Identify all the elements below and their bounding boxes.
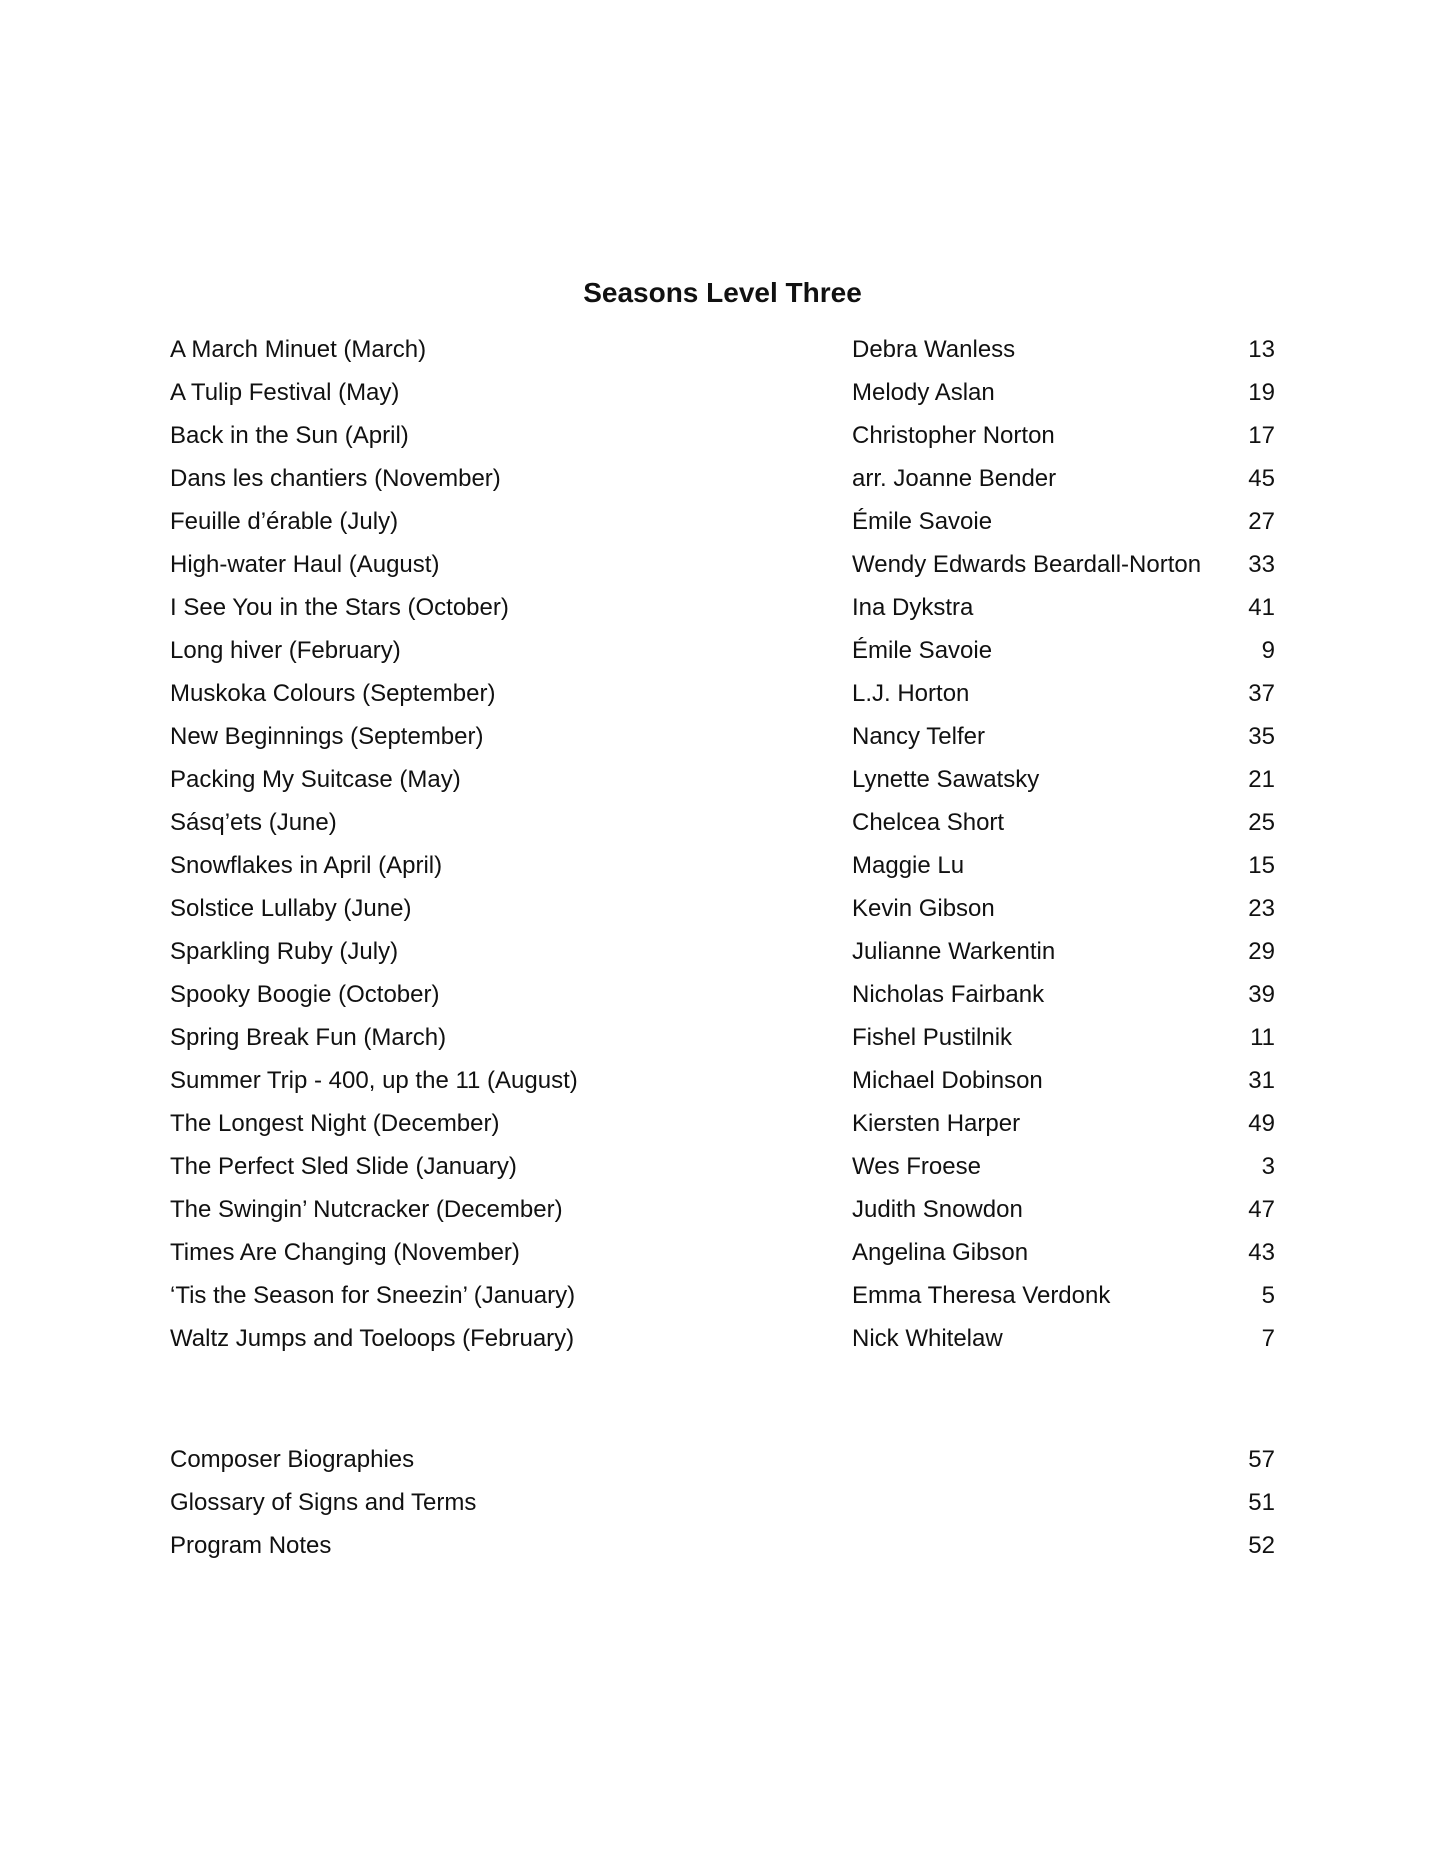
composer-name: Melody Aslan — [852, 379, 995, 406]
page-number: 19 — [1248, 379, 1275, 406]
piece-title: A March Minuet (March) — [170, 336, 427, 363]
piece-title: Feuille d’érable (July) — [170, 508, 399, 535]
page-number: 27 — [1248, 508, 1275, 535]
composer-name: Kiersten Harper — [852, 1110, 1021, 1137]
piece-title: Sparkling Ruby (July) — [170, 938, 399, 965]
page-number: 9 — [1261, 637, 1275, 664]
toc-row — [170, 371, 1275, 414]
composer-name: Julianne Warkentin — [852, 938, 1056, 965]
toc-row — [170, 1317, 1275, 1360]
toc-row — [170, 457, 1275, 500]
composer-name: Kevin Gibson — [852, 895, 995, 922]
page-number: 57 — [1248, 1446, 1275, 1473]
appendix-row — [170, 1438, 1275, 1481]
composer-name: Maggie Lu — [852, 852, 965, 879]
toc-row — [170, 715, 1275, 758]
toc-row — [170, 328, 1275, 371]
toc-row — [170, 1231, 1275, 1274]
appendix-list — [170, 1438, 1275, 1567]
page-number: 3 — [1261, 1153, 1275, 1180]
page-title: Seasons Level Three — [583, 277, 862, 308]
toc-row — [170, 414, 1275, 457]
page-number: 25 — [1248, 809, 1275, 836]
page-number: 7 — [1261, 1325, 1275, 1352]
composer-name: Angelina Gibson — [852, 1239, 1029, 1266]
piece-title: Times Are Changing (November) — [170, 1239, 520, 1266]
composer-name: Fishel Pustilnik — [852, 1024, 1013, 1051]
toc-row — [170, 1188, 1275, 1231]
appendix-row — [170, 1524, 1275, 1567]
page-number: 41 — [1248, 594, 1275, 621]
composer-name: Nicholas Fairbank — [852, 981, 1045, 1008]
piece-title: Summer Trip - 400, up the 11 (August) — [170, 1067, 578, 1094]
page-number: 33 — [1248, 551, 1275, 578]
page-number: 5 — [1261, 1282, 1275, 1309]
toc-row — [170, 1145, 1275, 1188]
toc-row — [170, 1274, 1275, 1317]
composer-name: L.J. Horton — [852, 680, 970, 707]
composer-name: Wes Froese — [852, 1153, 981, 1180]
composer-name: arr. Joanne Bender — [852, 465, 1057, 492]
piece-title: New Beginnings (September) — [170, 723, 484, 750]
composer-name: Michael Dobinson — [852, 1067, 1043, 1094]
piece-title: Packing My Suitcase (May) — [170, 766, 461, 793]
piece-title: The Longest Night (December) — [170, 1110, 500, 1137]
section-title: Program Notes — [170, 1532, 332, 1559]
toc-row — [170, 1059, 1275, 1102]
toc-row — [170, 1102, 1275, 1145]
toc-row — [170, 500, 1275, 543]
toc-row — [170, 758, 1275, 801]
page-number: 39 — [1248, 981, 1275, 1008]
page-number: 17 — [1248, 422, 1275, 449]
toc-row — [170, 887, 1275, 930]
composer-name: Nancy Telfer — [852, 723, 985, 750]
toc-row — [170, 973, 1275, 1016]
page-number: 52 — [1248, 1532, 1275, 1559]
piece-title: Spooky Boogie (October) — [170, 981, 440, 1008]
composer-name: Wendy Edwards Beardall-Norton — [852, 551, 1202, 578]
page-number: 45 — [1248, 465, 1275, 492]
composer-name: Judith Snowdon — [852, 1196, 1023, 1223]
page-number: 15 — [1248, 852, 1275, 879]
page-number: 47 — [1248, 1196, 1275, 1223]
contents-list — [170, 328, 1275, 1360]
page-number: 37 — [1248, 680, 1275, 707]
toc-row — [170, 930, 1275, 973]
piece-title: I See You in the Stars (October) — [170, 594, 509, 621]
piece-title: Long hiver (February) — [170, 637, 401, 664]
piece-title: Snowflakes in April (April) — [170, 852, 443, 879]
toc-row — [170, 801, 1275, 844]
composer-name: Debra Wanless — [852, 336, 1016, 363]
composer-name: Chelcea Short — [852, 809, 1005, 836]
composer-name: Nick Whitelaw — [852, 1325, 1003, 1352]
piece-title: Muskoka Colours (September) — [170, 680, 496, 707]
piece-title: Waltz Jumps and Toeloops (February) — [170, 1325, 575, 1352]
page-number: 29 — [1248, 938, 1275, 965]
page-number: 35 — [1248, 723, 1275, 750]
section-title: Composer Biographies — [170, 1446, 415, 1473]
page-number: 49 — [1248, 1110, 1275, 1137]
piece-title: Solstice Lullaby (June) — [170, 895, 412, 922]
toc-row — [170, 672, 1275, 715]
composer-name: Émile Savoie — [852, 637, 993, 664]
piece-title: Sásq’ets (June) — [170, 809, 337, 836]
toc-row — [170, 586, 1275, 629]
page-number: 31 — [1248, 1067, 1275, 1094]
toc-row — [170, 543, 1275, 586]
page-number: 23 — [1248, 895, 1275, 922]
piece-title: A Tulip Festival (May) — [170, 379, 400, 406]
toc-row — [170, 844, 1275, 887]
composer-name: Christopher Norton — [852, 422, 1055, 449]
section-title: Glossary of Signs and Terms — [170, 1489, 477, 1516]
toc-row — [170, 1016, 1275, 1059]
composer-name: Ina Dykstra — [852, 594, 974, 621]
piece-title: Dans les chantiers (November) — [170, 465, 501, 492]
page-number: 21 — [1248, 766, 1275, 793]
composer-name: Émile Savoie — [852, 508, 993, 535]
page-number: 13 — [1248, 336, 1275, 363]
piece-title: The Swingin’ Nutcracker (December) — [170, 1196, 563, 1223]
piece-title: ‘Tis the Season for Sneezin’ (January) — [170, 1282, 576, 1309]
piece-title: The Perfect Sled Slide (January) — [170, 1153, 517, 1180]
toc-row — [170, 629, 1275, 672]
page-number: 43 — [1248, 1239, 1275, 1266]
composer-name: Emma Theresa Verdonk — [852, 1282, 1111, 1309]
piece-title: High-water Haul (August) — [170, 551, 440, 578]
composer-name: Lynette Sawatsky — [852, 766, 1040, 793]
page-number: 51 — [1248, 1489, 1275, 1516]
piece-title: Spring Break Fun (March) — [170, 1024, 447, 1051]
piece-title: Back in the Sun (April) — [170, 422, 409, 449]
page-number: 11 — [1250, 1024, 1275, 1051]
appendix-row — [170, 1481, 1275, 1524]
